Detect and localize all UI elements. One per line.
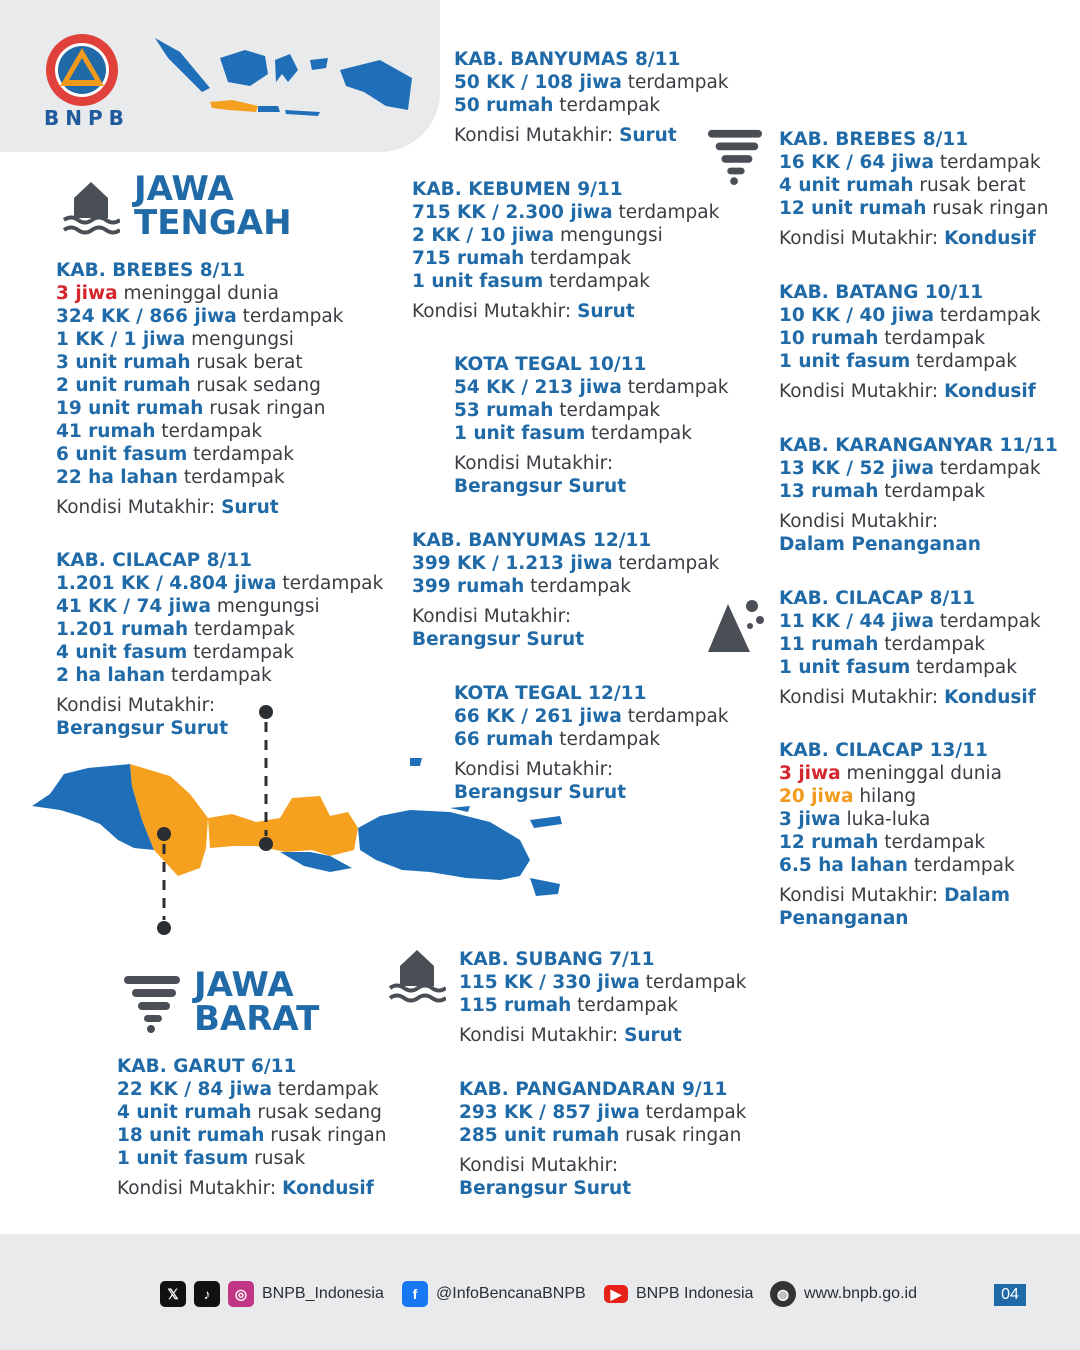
stat-line xyxy=(779,174,1048,197)
stat-line xyxy=(459,971,746,994)
stat-line xyxy=(412,201,719,224)
stat-line xyxy=(412,575,719,598)
stat-label: terdampak xyxy=(187,444,294,465)
stat-line xyxy=(454,376,729,399)
condition-value: Penanganan xyxy=(779,908,909,929)
info-karanganyar-11-11 xyxy=(779,434,1058,556)
condition-label: Kondisi Mutakhir: xyxy=(412,301,572,322)
stat-label: rusak ringan xyxy=(264,1125,387,1146)
condition-value: Berangsur Surut xyxy=(412,629,585,650)
info-tegal-12-11 xyxy=(454,682,729,804)
stat-value: 715 rumah xyxy=(412,248,525,269)
stat-line xyxy=(117,1147,386,1170)
block-title: KAB. KARANGANYAR 11/11 xyxy=(779,435,1058,456)
info-brebes-8-11-right xyxy=(779,128,1048,250)
stat-line xyxy=(412,552,719,575)
region-jawa-tengah: JAWA TENGAH xyxy=(134,169,292,243)
condition-value: Kondusif xyxy=(944,687,1036,708)
stat-value: 285 unit rumah xyxy=(459,1125,620,1146)
website-link[interactable]: www.bnpb.go.id xyxy=(804,1285,917,1302)
condition-value: Berangsur Surut xyxy=(56,718,229,739)
stat-value: 50 KK / 108 jiwa xyxy=(454,72,622,93)
stat-line xyxy=(56,595,383,618)
condition-value: Surut xyxy=(221,497,279,518)
block-title: KAB. GARUT 6/11 xyxy=(117,1056,297,1077)
condition-label: Kondisi Mutakhir: xyxy=(779,511,939,532)
block-title: KAB. CILACAP 8/11 xyxy=(779,588,976,609)
block-title: KAB. SUBANG 7/11 xyxy=(459,949,655,970)
stat-label: terdampak xyxy=(933,611,1041,632)
stat-value: 1 unit fasum xyxy=(779,351,911,372)
stat-label: terdampak xyxy=(524,248,631,269)
condition-label: Kondisi Mutakhir: xyxy=(117,1178,277,1199)
stat-label: terdampak xyxy=(553,95,661,116)
condition-line xyxy=(412,605,719,651)
stat-value: 2 unit rumah xyxy=(56,375,191,396)
footer-socials xyxy=(160,1280,384,1308)
condition-label: Kondisi Mutakhir: xyxy=(779,381,939,402)
stat-label: terdampak xyxy=(878,634,986,655)
condition-value: Dalam xyxy=(944,885,1011,906)
stat-line xyxy=(779,457,1058,480)
stat-value: 16 KK / 64 jiwa xyxy=(779,152,934,173)
stat-label: rusak berat xyxy=(913,175,1026,196)
stat-value: 22 KK / 84 jiwa xyxy=(117,1079,272,1100)
stat-value: 19 unit rumah xyxy=(56,398,204,419)
footer-youtube xyxy=(604,1280,753,1308)
condition-value: Surut xyxy=(619,125,677,146)
logo-text: BNPB xyxy=(44,106,130,130)
stat-label: terdampak xyxy=(177,467,285,488)
stat-label: terdampak xyxy=(187,642,294,663)
casualty-line xyxy=(56,282,343,305)
info-pangandaran-9-11 xyxy=(459,1078,746,1200)
stat-value: 4 unit rumah xyxy=(779,175,914,196)
stat-label: terdampak xyxy=(612,202,720,223)
stat-line xyxy=(454,399,729,422)
block-title: KAB. BATANG 10/11 xyxy=(779,282,984,303)
stat-label: rusak sedang xyxy=(251,1102,382,1123)
stat-label: terdampak xyxy=(543,271,650,292)
info-brebes-8-11-left xyxy=(56,259,343,519)
stat-value: 1.201 KK / 4.804 jiwa xyxy=(56,573,277,594)
stat-line xyxy=(779,350,1041,373)
stat-label: terdampak xyxy=(524,576,631,597)
stat-line xyxy=(779,656,1041,679)
stat-value: 1 unit fasum xyxy=(117,1148,249,1169)
line-text: hilang xyxy=(853,786,917,807)
stat-label: terdampak xyxy=(165,665,272,686)
stat-line xyxy=(454,728,729,751)
stat-value: 2 KK / 10 jiwa xyxy=(412,225,555,246)
stat-label: terdampak xyxy=(933,458,1041,479)
stat-label: terdampak xyxy=(878,481,986,502)
stat-label: terdampak xyxy=(878,832,986,853)
stat-label: terdampak xyxy=(933,305,1041,326)
stat-line xyxy=(56,305,343,328)
condition-line xyxy=(779,510,1058,556)
condition-line xyxy=(412,300,719,323)
stat-value: 18 unit rumah xyxy=(117,1125,265,1146)
condition-value: Surut xyxy=(624,1025,682,1046)
instagram-handle[interactable]: BNPB_Indonesia xyxy=(262,1285,384,1302)
stat-value: 4 unit fasum xyxy=(56,642,188,663)
stat-line xyxy=(779,854,1015,877)
stat-value: 399 rumah xyxy=(412,576,525,597)
line-text: meninggal dunia xyxy=(840,763,1002,784)
stat-value: 2 ha lahan xyxy=(56,665,166,686)
condition-line xyxy=(454,452,729,498)
missing-count: 20 jiwa xyxy=(779,786,854,807)
footer-web xyxy=(770,1280,917,1308)
stat-value: 11 KK / 44 jiwa xyxy=(779,611,934,632)
stat-line xyxy=(459,1124,746,1147)
block-title: KAB. CILACAP 13/11 xyxy=(779,740,988,761)
tiktok-icon[interactable]: ♪ xyxy=(194,1281,220,1307)
stat-label: rusak ringan xyxy=(619,1125,742,1146)
stat-line xyxy=(56,397,343,420)
stat-line xyxy=(779,480,1058,503)
stat-value: 13 KK / 52 jiwa xyxy=(779,458,934,479)
condition-label: Kondisi Mutakhir: xyxy=(454,125,614,146)
stat-label: terdampak xyxy=(553,400,661,421)
stat-label: terdampak xyxy=(188,619,295,640)
condition-label: Kondisi Mutakhir: xyxy=(56,497,216,518)
missing-line xyxy=(779,785,1015,808)
stat-line xyxy=(454,422,729,445)
stat-value: 115 KK / 330 jiwa xyxy=(459,972,640,993)
condition-label: Kondisi Mutakhir: xyxy=(459,1025,619,1046)
youtube-handle[interactable]: BNPB Indonesia xyxy=(636,1285,754,1302)
stat-value: 41 KK / 74 jiwa xyxy=(56,596,211,617)
stat-line xyxy=(56,466,343,489)
stat-line xyxy=(779,610,1041,633)
stat-label: mengungsi xyxy=(554,225,663,246)
stat-line xyxy=(56,420,343,443)
block-title: KAB. CILACAP 8/11 xyxy=(56,550,253,571)
block-title: KAB. PANGANDARAN 9/11 xyxy=(459,1079,728,1100)
block-title: KAB. BREBES 8/11 xyxy=(56,260,246,281)
stat-value: 1.201 rumah xyxy=(56,619,189,640)
stat-line xyxy=(56,618,383,641)
youtube-icon[interactable]: ▶ xyxy=(604,1285,628,1303)
stat-label: terdampak xyxy=(907,855,1015,876)
stat-line xyxy=(117,1101,386,1124)
stat-line xyxy=(56,572,383,595)
stat-line xyxy=(459,1101,746,1124)
stat-line xyxy=(779,151,1048,174)
stat-label: terdampak xyxy=(639,1102,747,1123)
stat-value: 3 unit rumah xyxy=(56,352,191,373)
block-title: KOTA TEGAL 10/11 xyxy=(454,354,647,375)
stat-value: 399 KK / 1.213 jiwa xyxy=(412,553,613,574)
stat-line xyxy=(779,327,1041,350)
info-subang-7-11 xyxy=(459,948,746,1047)
stat-value: 3 jiwa xyxy=(779,809,841,830)
line-text: meninggal dunia xyxy=(117,283,279,304)
stat-value: 324 KK / 866 jiwa xyxy=(56,306,237,327)
block-title: KAB. BANYUMAS 12/11 xyxy=(412,530,652,551)
condition-value: Kondusif xyxy=(282,1178,374,1199)
stat-label: terdampak xyxy=(271,1079,379,1100)
stat-label: terdampak xyxy=(585,423,692,444)
stat-label: terdampak xyxy=(155,421,263,442)
condition-line xyxy=(56,694,383,740)
condition-label: Kondisi Mutakhir: xyxy=(779,228,939,249)
stat-value: 13 rumah xyxy=(779,481,879,502)
stat-value: 11 rumah xyxy=(779,634,879,655)
stat-line xyxy=(412,224,719,247)
stat-line xyxy=(56,664,383,687)
stat-value: 715 KK / 2.300 jiwa xyxy=(412,202,613,223)
stat-label: terdampak xyxy=(933,152,1041,173)
stat-label: terdampak xyxy=(553,729,661,750)
condition-line xyxy=(117,1177,386,1200)
stat-label: terdampak xyxy=(910,657,1017,678)
info-banyumas-12-11 xyxy=(412,529,719,651)
condition-line xyxy=(779,884,1015,930)
casualty-line xyxy=(779,762,1015,785)
condition-label: Kondisi Mutakhir: xyxy=(779,687,939,708)
info-garut-6-11 xyxy=(117,1055,386,1200)
condition-line xyxy=(779,380,1041,403)
stat-value: 10 KK / 40 jiwa xyxy=(779,305,934,326)
death-count: 3 jiwa xyxy=(56,283,118,304)
condition-value: Surut xyxy=(577,301,635,322)
condition-value: Kondusif xyxy=(944,228,1036,249)
info-cilacap-13-11 xyxy=(779,739,1015,930)
stat-value: 66 rumah xyxy=(454,729,554,750)
stat-line xyxy=(56,641,383,664)
stat-value: 10 rumah xyxy=(779,328,879,349)
stat-label: mengungsi xyxy=(185,329,294,350)
condition-line xyxy=(454,124,729,147)
death-count: 3 jiwa xyxy=(779,763,841,784)
stat-value: 1 unit fasum xyxy=(412,271,544,292)
block-title: KAB. BREBES 8/11 xyxy=(779,129,969,150)
stat-label: rusak ringan xyxy=(203,398,326,419)
stat-label: luka-luka xyxy=(840,809,931,830)
stat-line xyxy=(56,374,343,397)
stat-line xyxy=(779,197,1048,220)
stat-line xyxy=(412,270,719,293)
stat-value: 1 unit fasum xyxy=(779,657,911,678)
stat-value: 1 KK / 1 jiwa xyxy=(56,329,186,350)
stat-value: 41 rumah xyxy=(56,421,156,442)
stat-label: terdampak xyxy=(621,72,729,93)
condition-line xyxy=(56,496,343,519)
stat-label: terdampak xyxy=(236,306,344,327)
stat-value: 6.5 ha lahan xyxy=(779,855,908,876)
stat-value: 66 KK / 261 jiwa xyxy=(454,706,622,727)
flood-house-icon xyxy=(62,180,120,236)
condition-line xyxy=(779,227,1048,250)
indonesia-map-icon xyxy=(150,30,420,130)
stat-value: 54 KK / 213 jiwa xyxy=(454,377,622,398)
stat-value: 12 unit rumah xyxy=(779,198,927,219)
condition-label: Kondisi Mutakhir: xyxy=(56,695,216,716)
info-tegal-10-11 xyxy=(454,353,729,498)
stat-label: terdampak xyxy=(276,573,384,594)
stat-line xyxy=(779,304,1041,327)
stat-value: 4 unit rumah xyxy=(117,1102,252,1123)
stat-label: rusak ringan xyxy=(926,198,1049,219)
globe-icon[interactable]: ◍ xyxy=(770,1281,796,1307)
stat-label: terdampak xyxy=(612,553,720,574)
stat-label: terdampak xyxy=(621,377,729,398)
stat-line xyxy=(117,1124,386,1147)
stat-value: 6 unit fasum xyxy=(56,444,188,465)
condition-label: Kondisi Mutakhir: xyxy=(412,606,572,627)
stat-label: rusak berat xyxy=(190,352,303,373)
stat-line xyxy=(56,443,343,466)
stat-value: 22 ha lahan xyxy=(56,467,178,488)
info-kebumen-9-11 xyxy=(412,178,719,323)
stat-line xyxy=(779,831,1015,854)
flood-house-icon xyxy=(388,948,446,1004)
block-title: KAB. BANYUMAS 8/11 xyxy=(454,49,681,70)
info-cilacap-8-11-right xyxy=(779,587,1041,709)
stat-label: terdampak xyxy=(910,351,1017,372)
stat-value: 293 KK / 857 jiwa xyxy=(459,1102,640,1123)
condition-line xyxy=(459,1154,746,1200)
condition-value: Berangsur Surut xyxy=(459,1178,632,1199)
region-jawa-barat: JAWA BARAT xyxy=(194,965,320,1039)
stat-value: 115 rumah xyxy=(459,995,572,1016)
page-number: 04 xyxy=(994,1284,1026,1306)
facebook-icon[interactable]: f xyxy=(402,1281,428,1307)
stat-value: 50 rumah xyxy=(454,95,554,116)
stat-label: terdampak xyxy=(621,706,729,727)
instagram-icon[interactable]: ◎ xyxy=(228,1281,254,1307)
stat-label: mengungsi xyxy=(210,596,320,617)
block-title: KOTA TEGAL 12/11 xyxy=(454,683,647,704)
facebook-handle[interactable]: @InfoBencanaBNPB xyxy=(436,1285,586,1302)
block-title: KAB. KEBUMEN 9/11 xyxy=(412,179,623,200)
info-batang-10-11 xyxy=(779,281,1041,403)
condition-label: Kondisi Mutakhir: xyxy=(459,1155,619,1176)
condition-value: Berangsur Surut xyxy=(454,782,627,803)
stat-line xyxy=(779,808,1015,831)
stat-label: rusak xyxy=(248,1148,306,1169)
stat-line xyxy=(117,1078,386,1101)
stat-label: rusak sedang xyxy=(190,375,321,396)
condition-label: Kondisi Mutakhir: xyxy=(454,759,614,780)
stat-line xyxy=(459,994,746,1017)
condition-value: Kondusif xyxy=(944,381,1036,402)
condition-value: Berangsur Surut xyxy=(454,476,627,497)
condition-value: Dalam Penanganan xyxy=(779,534,981,555)
x-twitter-icon[interactable]: 𝕏 xyxy=(160,1281,186,1307)
stat-line xyxy=(412,247,719,270)
stat-line xyxy=(56,328,343,351)
info-cilacap-8-11-left xyxy=(56,549,383,740)
condition-line xyxy=(454,758,729,804)
condition-label: Kondisi Mutakhir: xyxy=(454,453,614,474)
stat-line xyxy=(454,705,729,728)
footer-facebook xyxy=(402,1280,586,1308)
stat-label: terdampak xyxy=(639,972,747,993)
condition-label: Kondisi Mutakhir: xyxy=(779,885,939,906)
stat-line xyxy=(779,633,1041,656)
condition-line xyxy=(459,1024,746,1047)
tornado-icon xyxy=(122,974,182,1034)
stat-label: terdampak xyxy=(571,995,678,1016)
info-banyumas-8-11 xyxy=(454,48,729,147)
stat-line xyxy=(454,71,729,94)
stat-value: 53 rumah xyxy=(454,400,554,421)
condition-line xyxy=(779,686,1041,709)
stat-value: 12 rumah xyxy=(779,832,879,853)
stat-label: terdampak xyxy=(878,328,986,349)
stat-value: 1 unit fasum xyxy=(454,423,586,444)
stat-line xyxy=(454,94,729,117)
bnpb-logo-icon xyxy=(44,32,120,108)
stat-line xyxy=(56,351,343,374)
